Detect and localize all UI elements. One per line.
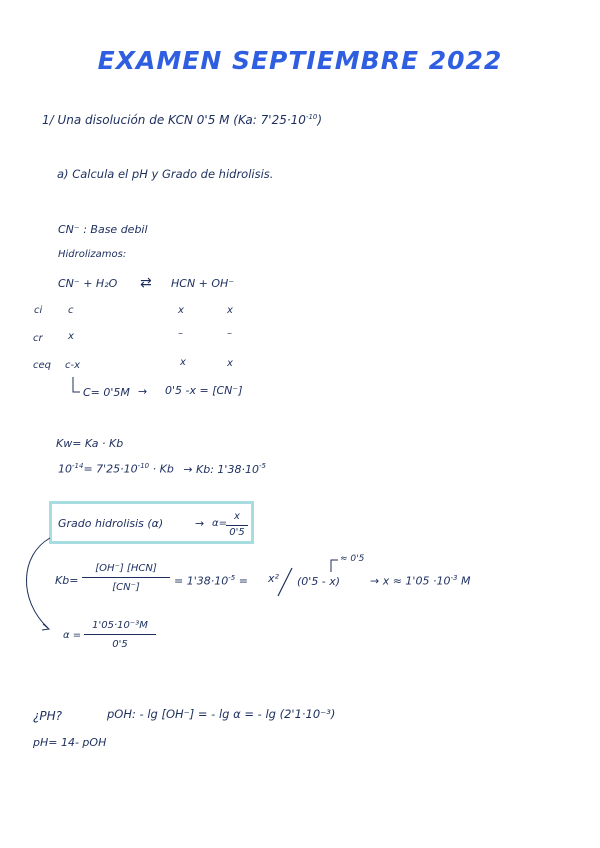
table-cell: x	[68, 331, 74, 342]
table-cell: c	[68, 305, 74, 316]
statement-close: )	[317, 113, 323, 127]
kb-result-unit: M	[460, 574, 471, 588]
c-arrow: →	[138, 385, 148, 398]
statement-text: 1/ Una disolución de KCN 0'5 M (Ka: 7'25·10	[42, 113, 306, 127]
table-cell: –	[178, 328, 183, 339]
alpha-label: α =	[63, 630, 82, 641]
table-row-label: ci	[34, 305, 43, 316]
table-cell: x	[180, 357, 186, 368]
approx-hook-arrow	[331, 560, 338, 572]
table-cell: c-x	[65, 360, 81, 371]
kw-line: Kw= Ka · Kb	[56, 437, 124, 450]
kb-result-exponent: -3	[450, 574, 458, 582]
kb-eq-end: =	[238, 574, 248, 588]
grado-denominator: 0'5	[229, 526, 245, 538]
kw-exponent-3: -5	[258, 462, 266, 470]
kw-mid: = 7'25·10	[83, 462, 138, 476]
reaction-left: CN⁻ + H₂O	[58, 277, 118, 290]
grado-arrow: →	[195, 517, 205, 530]
kw-exponent: -14	[72, 462, 84, 470]
ph-line: pH= 14- pOH	[33, 736, 107, 749]
alpha-numerator: 1'05·10⁻³M	[84, 620, 156, 635]
alpha-denominator: 0'5	[112, 638, 128, 650]
kb-x-squared: x²	[268, 572, 279, 585]
kb-denominator: [CN⁻]	[112, 581, 140, 593]
table-row-label: ceq	[33, 360, 51, 371]
ph-question: ¿PH?	[33, 709, 62, 723]
statement-exponent: -10	[305, 113, 318, 121]
page-title: EXAMEN SEPTIEMBRE 2022	[97, 46, 503, 75]
table-cell: x	[227, 305, 233, 316]
kw-base: 10	[58, 462, 72, 476]
kb-label: Kb=	[55, 574, 79, 587]
slash-fraction	[278, 568, 292, 596]
kw-mid-2: · Kb	[152, 462, 174, 476]
c-result: 0'5 -x = [CN⁻]	[165, 384, 243, 397]
reaction-right: HCN + OH⁻	[171, 277, 235, 290]
c-value: C= 0'5M	[83, 386, 130, 399]
table-cell: x	[178, 305, 184, 316]
kw-exponent-2: -10	[137, 462, 150, 470]
cn-base-note: CN⁻ : Base debil	[58, 223, 148, 236]
kb-approx-note: ≈ 0'5	[340, 554, 365, 564]
grado-alpha: α=	[212, 518, 227, 529]
curved-link-arrow	[26, 538, 50, 628]
table-cell: x	[227, 358, 233, 369]
poh-line: pOH: - lg [OH⁻] = - lg α = - lg (2'1·10⁻³)	[107, 707, 336, 721]
grado-label: Grado hidrolisis (α)	[58, 517, 164, 530]
reaction-arrow: ⇄	[140, 275, 152, 291]
table-cell: –	[227, 328, 232, 339]
kb-result-value: → x ≈ 1'05 ·10	[370, 574, 451, 588]
part-a: a) Calcula el pH y Grado de hidrolisis.	[57, 167, 274, 181]
kw-arrow: → Kb: 1'38·10	[183, 462, 259, 476]
c-hook-arrow	[73, 377, 80, 392]
table-row-label: cr	[33, 333, 43, 344]
kb-eq-exponent: -5	[228, 574, 236, 582]
kb-numerator: [OH⁻] [HCN]	[82, 563, 170, 578]
kb-denominator-paren: (0'5 - x)	[297, 575, 341, 588]
hidrolizamos-note: Hidrolizamos:	[58, 249, 127, 260]
kb-eq-value: = 1'38·10	[174, 574, 229, 588]
grado-numerator: x	[226, 511, 248, 526]
